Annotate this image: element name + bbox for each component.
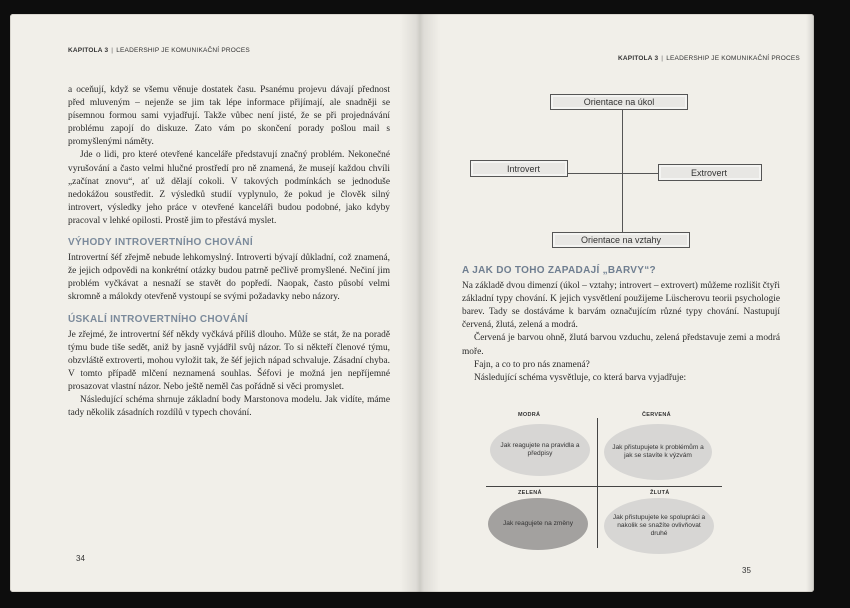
running-head-separator: | [661,55,664,62]
right-page [422,14,814,592]
paragraph: Introvertní šéf zřejmě nebude lehkomyslný. Introverti bývají důkladní, což znamená, že jejich odpovědi na konkrétní otázky budou patrně pečlivě promyšlené. Nečiní jim problém vyčkávat a nesnaží se stavět do popředí. Naopak, často působí velmi skromně a málokdy otevřeně vystoupí se svými požadavky nebo názory. [68,253,390,303]
section-heading-pitfalls: ÚSKALÍ INTROVERTNÍHO CHOVÁNÍ [68,313,249,325]
blob-yellow [604,498,714,554]
blob-blue-text: Jak reagujete na pravidla a předpisy [500,442,580,457]
paragraph: Je zřejmé, že introvertní šéf někdy vyčkává příliš dlouho. Může se stát, že na poradě týmu bude tiše sedět, aniž by jasně vyjádřil svůj názor. To si někteří členové týmu, obzvláště extroverti, mohou vyložit tak, že šéf jejich nápad schvaluje. Zásadní chyba. V tomto případě mlčení neznamená souhlas. Šéfovi je možná jen nepříjemné prosazovat vlastní názor. Nebo ještě neměl čas pořádně si věci promyslet. [68,329,390,392]
left-page-text [68,84,390,420]
diagram-box-relationships: Orientace na vztahy [552,232,690,248]
label-green: ZELENÁ [518,490,542,496]
section-heading-colors: A JAK DO TOHO ZAPADAJÍ „BARVY“? [462,265,656,276]
diagram-box-extrovert: Extrovert [658,164,762,181]
paragraph: Fajn, a co to pro nás znamená? [474,359,590,370]
section-heading-advantages: VÝHODY INTROVERTNÍHO CHOVÁNÍ [68,237,253,249]
running-head-chapter: KAPITOLA 3 [68,47,109,54]
right-page-text [462,264,780,385]
color-diagram-vertical-axis [597,418,598,548]
blob-blue [490,424,590,476]
blob-green-text: Jak reagujete na změny [502,520,573,527]
paragraph: Jde o lidi, pro které otevřené kanceláře představují značný problém. Nekonečné vyrušování a často velmi hlučné prostředí pro ně znamená, že musejí každou chvíli „začínat znovu“, ať už dělají cokoli. V takových podmínkách se jednoduše nedokážou soustředit. Z výsledků studií vyplynulo, že pokud je člověk silný introvert, výsledky jeho práce v otevřené kanceláři budou podobné, jako kdyby pracoval v lehké opilosti. Prostě jim to přestává myslet. [68,150,390,226]
paragraph: Červená je barvou ohně, žlutá barvou vzduchu, zelená představuje zemi a modrá moře. [462,333,780,357]
diagram-vertical-axis [622,100,623,232]
blob-yellow-text: Jak přistupujete ke spolupráci a nakolik se snažíte ovlivňovat druhé [612,514,706,537]
running-head-title: LEADERSHIP JE KOMUNIKAČNÍ PROCES [666,55,800,62]
blob-red-text: Jak přistupujete k problémům a jak se stavíte k výzvám [612,444,704,459]
left-page [10,14,418,592]
running-head-left [68,47,250,54]
diagram-box-task: Orientace na úkol [550,94,688,110]
diagram-box-introvert: Introvert [470,160,568,177]
running-head-right [618,55,800,62]
running-head-separator: | [111,47,114,54]
paragraph: Na základě dvou dimenzí (úkol – vztahy; introvert – extrovert) můžeme rozlišit čtyři základní typy chování. K jejich vysvětlení použijeme Lüscherovu teorii psychologie barev. Tady se dostáváme k barvám označujícím různé typy chování. Nastupují červená, žlutá, zelená a modrá. [462,281,780,331]
paragraph: Následující schéma vysvětluje, co která barva vyjadřuje: [474,372,687,383]
color-diagram-horizontal-axis [486,486,722,487]
running-head-title: LEADERSHIP JE KOMUNIKAČNÍ PROCES [116,47,250,54]
blob-red [604,424,712,480]
page-edge-shadow [806,14,814,592]
page-number-left: 34 [76,554,85,563]
page-number-right: 35 [742,566,751,575]
book-spread [10,14,814,592]
blob-green [488,498,588,550]
running-head-chapter: KAPITOLA 3 [618,55,659,62]
orientation-diagram [466,80,766,260]
color-diagram [478,410,728,560]
paragraph: a oceňují, když se všemu věnuje dostatek času. Psanému projevu dávají přednost před mluveným – nejenže se jim tak lépe informace přijímají, ale snadněji se písemnou formou sami vyjadřují. Takže vůbec není jisté, že se při projednávání problému zapojí do diskuze. Zato vám po skončení porady pošlou mail s promyšlenými náměty. [68,85,390,148]
label-red: ČERVENÁ [642,412,671,418]
paragraph: Následující schéma shrnuje základní body Marstonova modelu. Jak vidíte, máme tady několik zásadních rozdílů v typech chování. [68,395,390,419]
label-blue: MODRÁ [518,412,541,418]
label-yellow: ŽLUTÁ [650,490,670,496]
